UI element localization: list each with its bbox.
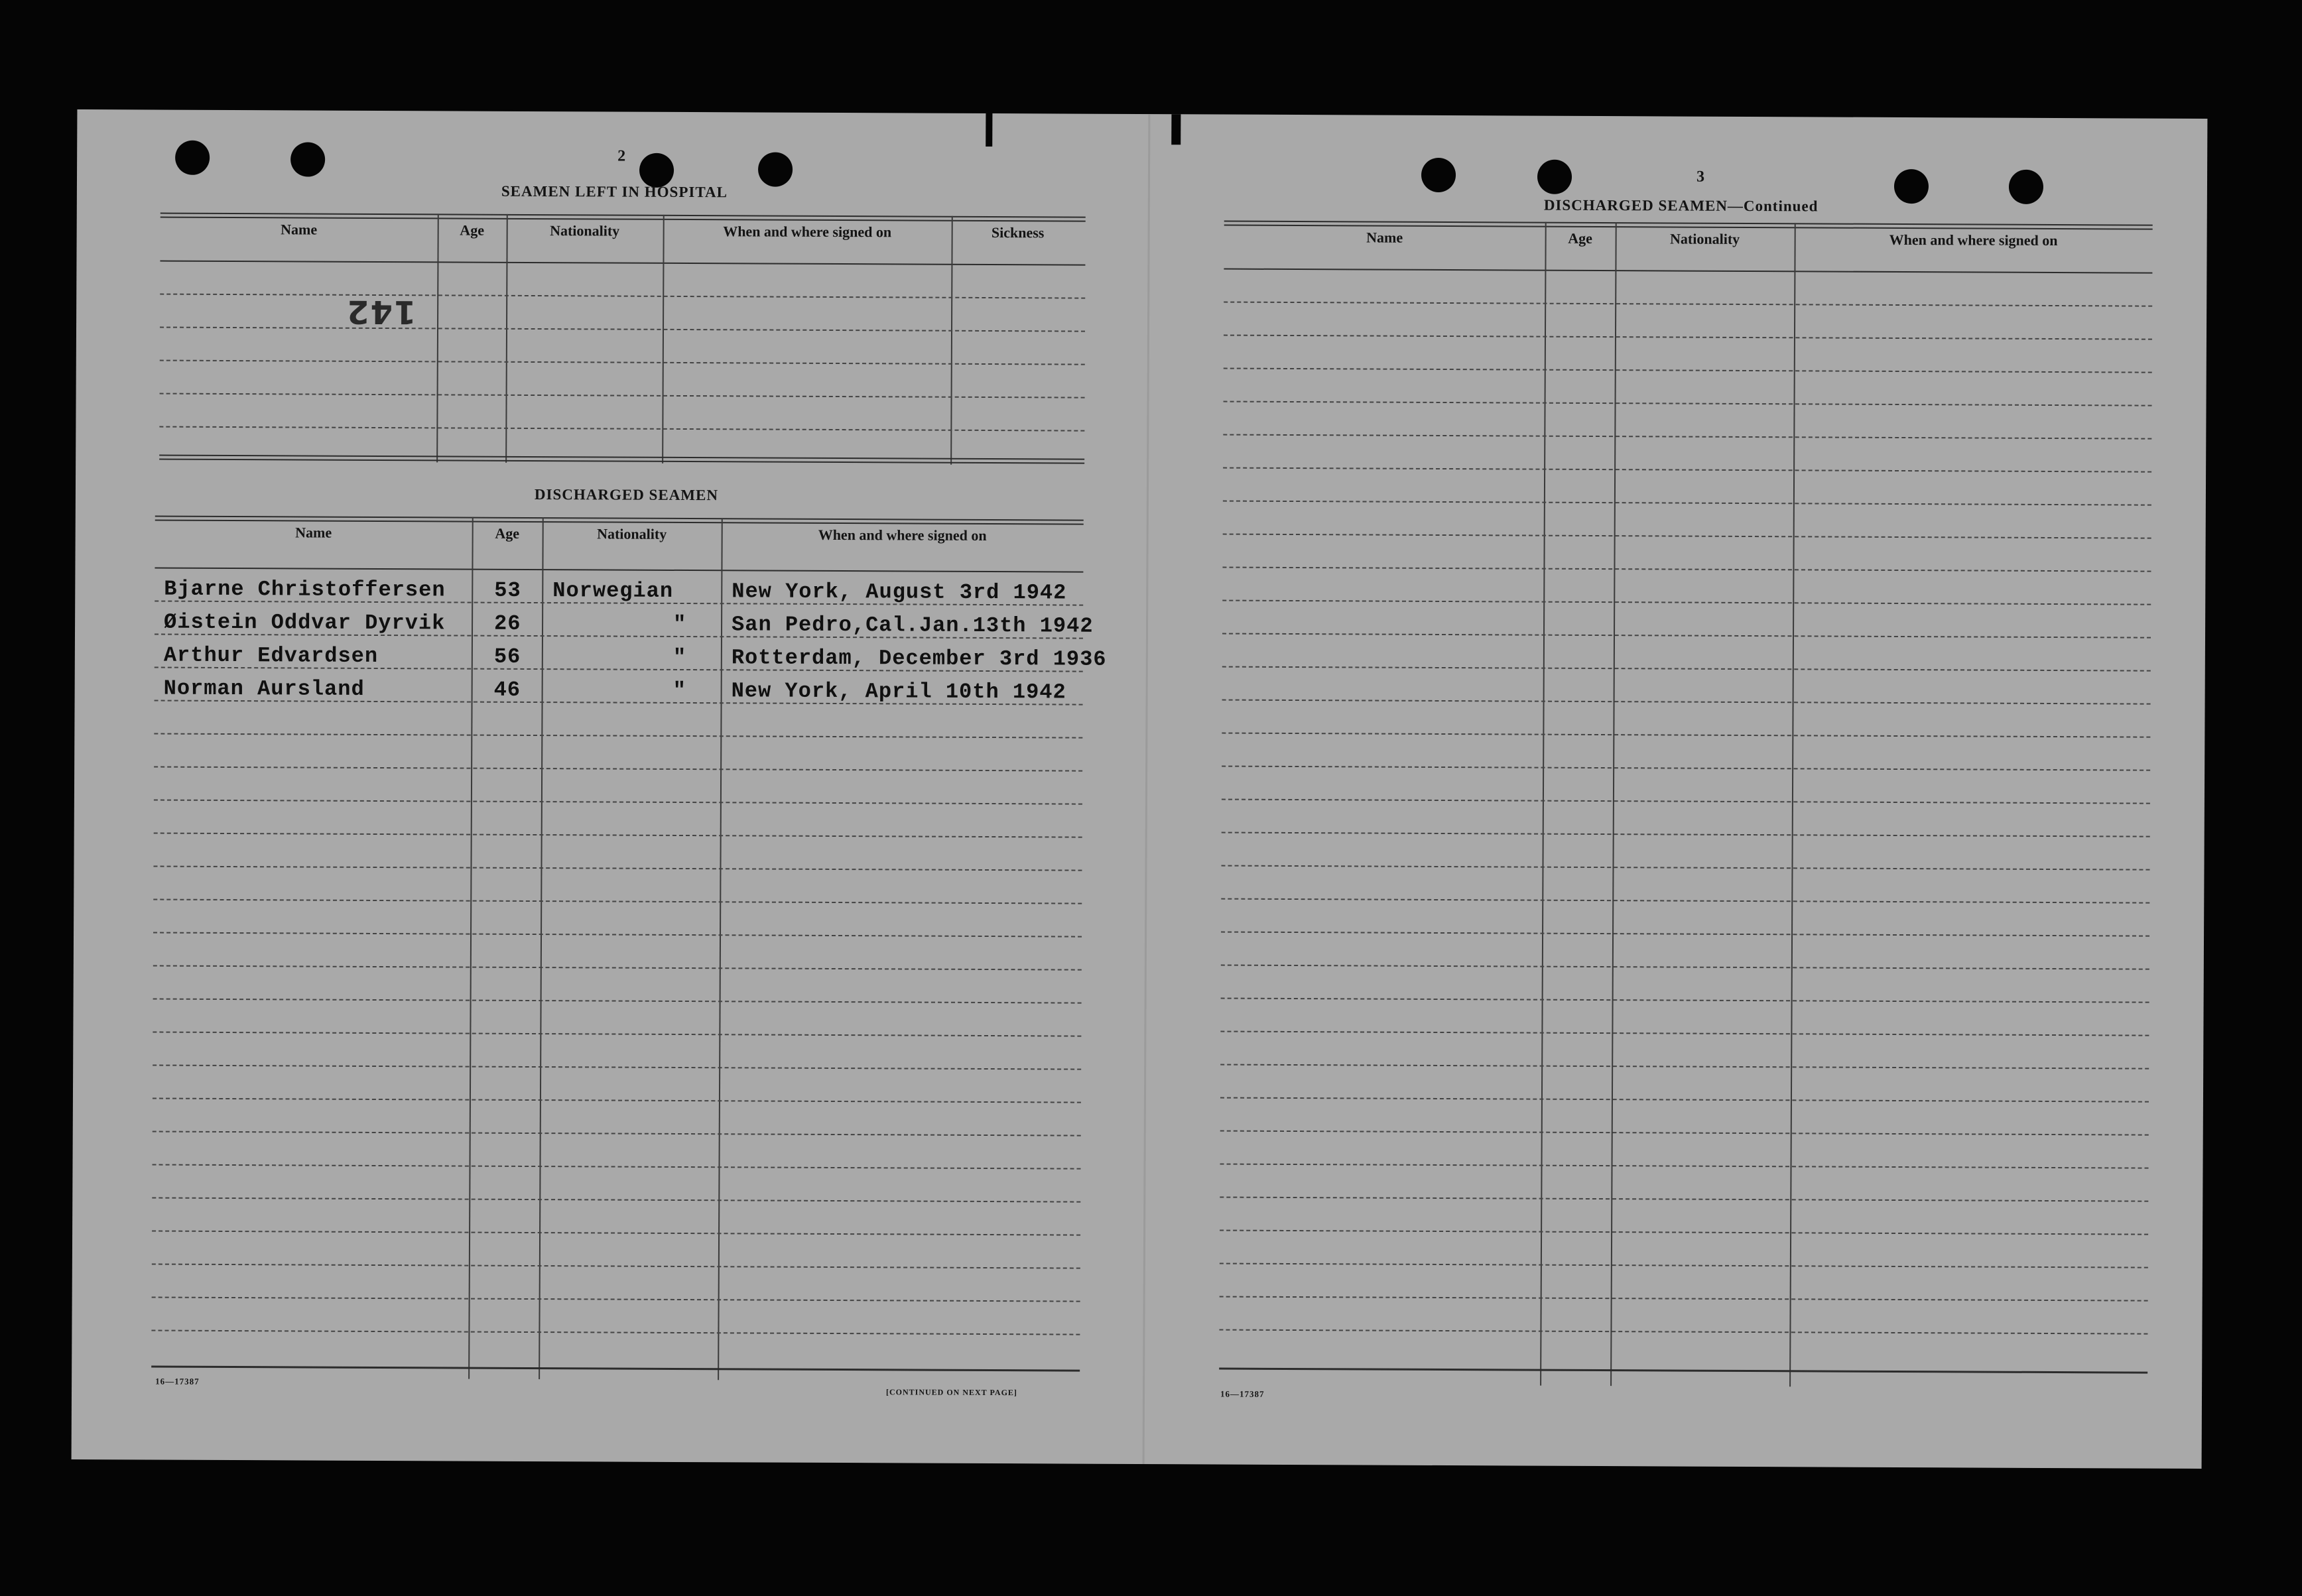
column-header-age: Age <box>495 524 520 542</box>
punch-hole <box>1894 169 1929 204</box>
row-line <box>160 360 1085 365</box>
row-line <box>1223 534 2151 539</box>
seaman-nationality: " <box>672 678 686 704</box>
punch-hole <box>639 153 674 188</box>
row-line <box>1224 302 2152 307</box>
row-line <box>1221 865 2149 871</box>
column-divider <box>662 215 665 463</box>
column-header-name: Name <box>295 524 332 541</box>
row-line <box>1222 832 2150 837</box>
column-divider <box>436 214 439 462</box>
row-line <box>153 1098 1081 1103</box>
form-number: 16—17387 <box>1220 1388 1265 1399</box>
column-header-nationality: Nationality <box>550 222 620 239</box>
row-line <box>1220 1064 2149 1070</box>
row-line <box>154 800 1082 805</box>
row-line <box>151 1330 1080 1335</box>
row-line <box>154 767 1082 772</box>
punch-hole <box>175 141 210 175</box>
page-number: 3 <box>1696 168 1705 186</box>
row-line <box>160 294 1085 299</box>
column-header-nationality: Nationality <box>1670 230 1740 247</box>
row-line <box>1220 1097 2149 1103</box>
seaman-nationality: Norwegian <box>552 578 674 603</box>
row-line <box>159 426 1084 432</box>
row-line <box>153 1164 1081 1170</box>
seaman-age: 26 <box>493 611 521 636</box>
column-header-age: Age <box>460 221 485 239</box>
punch-hole <box>1537 160 1572 194</box>
page-number: 2 <box>617 147 626 165</box>
discharged-table <box>151 516 1107 1382</box>
seaman-age: 56 <box>493 644 521 669</box>
row-line <box>1223 434 2151 440</box>
column-divider <box>505 214 508 463</box>
row-line <box>1221 965 2149 970</box>
column-header-sickness: Sickness <box>991 224 1045 241</box>
row-line <box>1222 666 2151 672</box>
row-line <box>153 1065 1081 1070</box>
punch-hole <box>758 152 793 186</box>
hospital-section-title: SEAMEN LEFT IN HOSPITAL <box>501 182 728 201</box>
handwritten-number: 142 <box>346 292 416 331</box>
row-line <box>153 1131 1081 1136</box>
row-line <box>153 899 1082 904</box>
column-divider <box>468 517 474 1379</box>
row-line <box>154 833 1082 838</box>
row-line <box>1219 1329 2147 1335</box>
row-line <box>153 932 1082 938</box>
row-line <box>1220 1131 2149 1136</box>
column-divider <box>1610 222 1617 1386</box>
header-rule <box>155 568 1083 573</box>
seaman-signed-on: New York, April 10th 1942 <box>731 678 1066 705</box>
seaman-name: Bjarne Christoffersen <box>164 576 446 603</box>
row-line <box>153 866 1082 871</box>
column-header-name: Name <box>281 221 318 238</box>
column-header-age: Age <box>1568 229 1593 247</box>
row-line <box>153 1032 1081 1037</box>
row-line <box>1221 932 2149 937</box>
punch-hole <box>290 142 325 176</box>
punch-hole <box>2009 170 2043 204</box>
row-line <box>1220 1164 2149 1169</box>
column-header-nationality: Nationality <box>597 525 667 542</box>
row-line <box>1222 633 2151 639</box>
document-sheet <box>72 109 2208 1469</box>
discharged-continued-table <box>1219 221 2153 1388</box>
row-line <box>153 965 1082 971</box>
row-line <box>1223 501 2151 506</box>
row-line <box>1222 600 2151 605</box>
column-header-signed-on: When and where signed on <box>1889 231 2058 249</box>
column-header-signed-on: When and where signed on <box>723 223 892 241</box>
column-header-signed-on: When and where signed on <box>818 526 987 544</box>
row-line <box>1220 1263 2148 1268</box>
row-line <box>1224 401 2152 406</box>
row-line <box>152 1231 1080 1236</box>
seaman-signed-on: New York, August 3rd 1942 <box>732 579 1067 605</box>
row-line <box>153 999 1082 1004</box>
column-divider <box>718 518 723 1380</box>
row-line <box>152 1297 1080 1302</box>
row-line <box>1223 467 2151 473</box>
continued-note: [CONTINUED ON NEXT PAGE] <box>885 1387 1017 1398</box>
seaman-signed-on: Rotterdam, December 3rd 1936 <box>731 645 1107 672</box>
seaman-name: Arthur Edvardsen <box>163 643 379 668</box>
column-divider <box>1540 222 1547 1386</box>
form-number: 16—17387 <box>155 1376 200 1386</box>
row-line <box>152 1197 1080 1203</box>
column-header-name: Name <box>1366 229 1403 246</box>
seaman-age: 53 <box>494 578 521 603</box>
hospital-table <box>159 213 1086 465</box>
paper-notch <box>986 113 992 147</box>
seaman-signed-on: San Pedro,Cal.Jan.13th 1942 <box>731 612 1094 639</box>
row-line <box>160 327 1085 332</box>
table-bottom-rule <box>151 1366 1080 1372</box>
punch-hole <box>1421 158 1456 192</box>
seaman-name: Norman Aursland <box>163 676 365 702</box>
paper-notch <box>1171 114 1181 145</box>
column-divider <box>539 517 544 1379</box>
row-line <box>1222 700 2151 705</box>
row-line <box>1221 898 2149 904</box>
row-line <box>152 1264 1080 1269</box>
discharged-section-title: DISCHARGED SEAMEN <box>534 486 719 504</box>
header-rule <box>1224 269 2152 274</box>
row-line <box>1222 567 2151 572</box>
seaman-name: Øistein Oddvar Dyrvik <box>164 609 446 636</box>
row-line <box>154 733 1082 739</box>
discharged-continued-title: DISCHARGED SEAMEN—Continued <box>1543 196 1819 215</box>
row-line <box>160 393 1085 399</box>
seaman-nationality: " <box>672 611 687 637</box>
header-rule <box>160 261 1085 266</box>
row-line <box>1220 1031 2149 1036</box>
table-bottom-rule <box>159 459 1084 464</box>
row-line <box>1220 1296 2148 1302</box>
row-line <box>1222 766 2150 771</box>
center-fold <box>1143 114 1151 1464</box>
table-bottom-rule <box>1219 1368 2147 1374</box>
row-line <box>1222 799 2150 804</box>
row-line <box>1221 998 2149 1003</box>
row-line <box>1224 368 2152 373</box>
row-line <box>1220 1230 2148 1235</box>
row-line <box>1222 733 2150 738</box>
row-line <box>1220 1197 2148 1202</box>
column-divider <box>950 216 953 465</box>
seaman-age: 46 <box>493 677 521 702</box>
row-line <box>1224 335 2152 340</box>
column-divider <box>1789 223 1796 1386</box>
seaman-nationality: " <box>672 645 687 670</box>
